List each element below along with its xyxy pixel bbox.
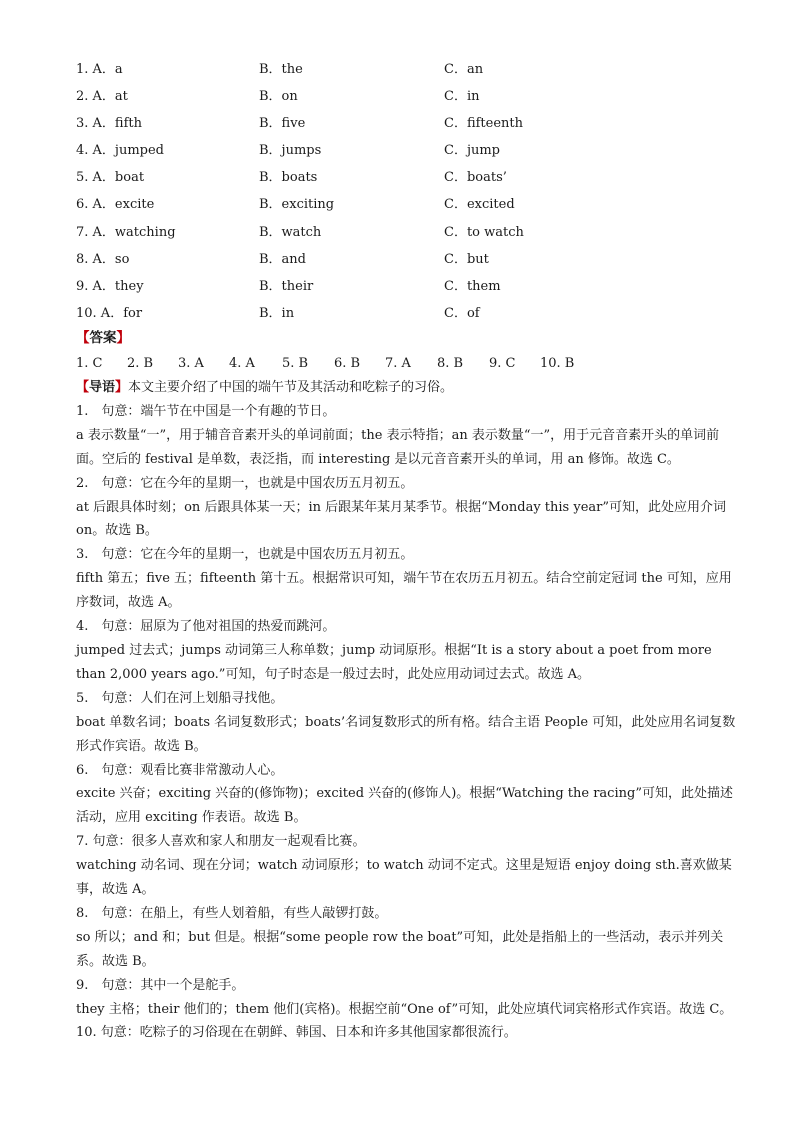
answer-item: 2. B [127,356,154,371]
option-c: C．them [444,278,501,294]
answer-key [76,354,736,374]
answer-item: 3. A [178,356,204,371]
option-c: C．of [444,305,480,321]
item-analysis: fifth 第五；five 五；fifteenth 第十五。根据常识可知，端午节在农历五月初五。结合空前定冠词 the 可知，应用序数词，故选 A。 [76,571,732,611]
item-sentence: 3. 句意：它在今年的星期一，也就是中国农历五月初五。 [76,547,414,563]
item-sentence: 5. 句意：人们在河上划船寻找他。 [76,690,284,706]
option-b: B．five [259,116,306,132]
option-b: B．exciting [259,197,335,213]
option-row [76,141,736,168]
item-sentence: 4. 句意：屈原为了他对祖国的热爱而跳河。 [76,619,336,635]
item-sentence: 10. 句意：吃粽子的习俗现在在朝鲜、韩国、日本和许多其他国家都很流行。 [76,1025,517,1041]
item-analysis: so 所以；and 和；but 但是。根据“some people row the boat”可知，此处是指船上的一些活动，表示并列关系。故选 B。 [76,929,724,969]
item-analysis: excite 兴奋；exciting 兴奋的(修饰物)；excited 兴奋的(修饰人)。根据“Watching the racing”可知，此处描述活动，应用 exciting 作表语。故选 B。 [76,786,733,826]
option-row [76,304,736,331]
option-c: C．but [444,251,489,267]
answer-item: 1. C [76,356,103,371]
option-a: 2. A．at [76,89,128,105]
bracket-close: 】 [116,330,130,346]
item-sentence: 9. 句意：其中一个是舵手。 [76,977,245,993]
option-row [76,277,736,304]
answer-item: 5. B [282,356,309,371]
answer-item: 10. B [540,356,575,371]
option-c: C．fifteenth [444,116,524,132]
option-c: C．jump [444,143,500,159]
bracket-close: 】 [115,380,129,395]
option-row [76,250,736,277]
option-row [76,60,736,87]
option-a: 4. A．jumped [76,143,164,159]
option-c: C．in [444,89,480,105]
answer-item: 9. C [489,356,516,371]
answer-label: 答案 [89,330,117,346]
option-b: B．and [259,251,306,267]
option-b: B．boats [259,170,318,186]
options-list [76,60,736,331]
item-sentence: 2. 句意：它在今年的星期一，也就是中国农历五月初五。 [76,475,414,491]
option-a: 1. A．a [76,62,123,77]
option-b: B．on [259,89,298,105]
item-analysis: boat 单数名词；boats 名词复数形式；boats’名词复数形式的所有格。结合主语 People 可知，此处应用名词复数形式作宾语。故选 B。 [76,714,736,754]
option-c: C．to watch [444,224,524,240]
answer-item: 4. A [229,356,255,371]
option-b: B．in [259,305,295,321]
guide-label: 导语 [89,380,116,395]
option-row [76,168,736,195]
option-c: C．boats’ [444,170,507,186]
option-a: 5. A．boat [76,170,145,186]
item-analysis: they 主格；their 他们的；them 他们(宾格)。根据空前“One of”可知，此处应填代词宾格形式作宾语。故选 C。 [76,1001,733,1017]
option-b: B．the [259,62,303,77]
option-a: 3. A．fifth [76,116,143,132]
option-row [76,114,736,141]
option-a: 6. A．excite [76,197,155,213]
answer-heading [76,328,130,348]
option-b: B．jumps [259,143,322,159]
bracket-open: 【 [76,380,90,395]
answer-item: 8. B [437,356,464,371]
option-a: 7. A．watching [76,224,176,240]
explanations [76,376,736,1045]
option-a: 10. A．for [76,305,143,321]
answer-item: 7. A [385,356,411,371]
option-a: 9. A．they [76,278,144,294]
item-analysis: at 后跟具体时刻；on 后跟具体某一天；in 后跟某年某月某季节。根据“Monday this year”可知，此处应用介词 on。故选 B。 [76,499,727,539]
item-analysis: watching 动名词、现在分词；watch 动词原形；to watch 动词不定式。这里是短语 enjoy doing sth.喜欢做某事，故选 A。 [76,858,732,898]
option-row [76,195,736,222]
bracket-open: 【 [76,330,90,346]
option-b: B．their [259,278,314,294]
item-sentence: 8. 句意：在船上，有些人划着船，有些人敲锣打鼓。 [76,905,388,921]
item-sentence: 1. 句意：端午节在中国是一个有趣的节日。 [76,403,336,419]
option-c: C．excited [444,197,515,213]
option-b: B．watch [259,224,322,240]
guide-paragraph [76,376,736,400]
guide-text: 本文主要介绍了中国的端午节及其活动和吃粽子的习俗。 [128,380,454,395]
option-c: C．an [444,62,484,77]
option-row [76,87,736,114]
item-analysis: jumped 过去式；jumps 动词第三人称单数；jump 动词原形。根据“It is a story about a poet from more than 2,000 years ago.”可知，句子时态是一般过去时，此处应用动词过去式。故选 A。 [76,642,712,682]
item-sentence: 7. 句意：很多人喜欢和家人和朋友一起观看比赛。 [76,834,366,850]
answer-item: 6. B [334,356,361,371]
item-sentence: 6. 句意：观看比赛非常激动人心。 [76,762,284,778]
item-analysis: a 表示数量“一”，用于辅音音素开头的单词前面；the 表示特指；an 表示数量“一”，用于元音音素开头的单词前面。空后的 festival 是单数，表泛指，而 interesting 是以元音音素开头的单词，用 an 修饰。故选 C。 [76,427,720,467]
option-row [76,223,736,250]
option-a: 8. A．so [76,251,130,267]
